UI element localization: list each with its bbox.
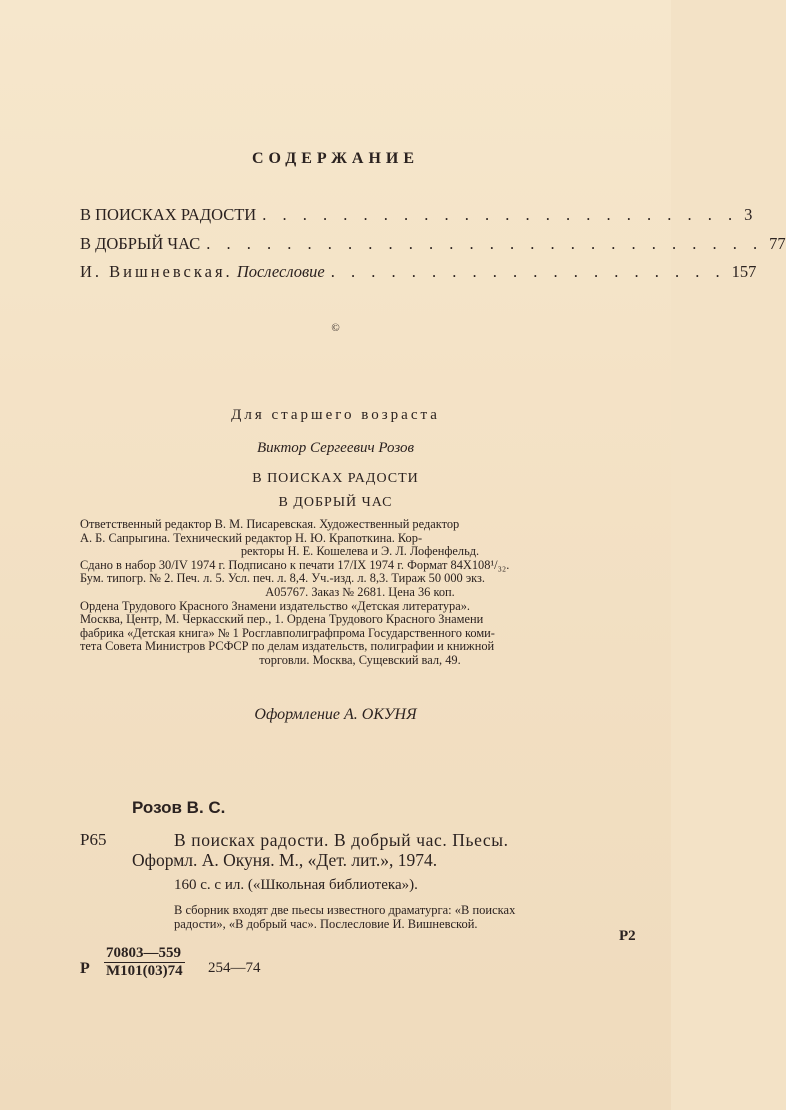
age-group: Для старшего возраста — [231, 407, 440, 423]
toc-page-number: 77 — [769, 234, 786, 253]
toc-leader-dots: . . . . . . . . . . . . . . . . . . . . . . . . — [262, 205, 739, 224]
toc-leader-dots: . . . . . . . . . . . . . . . . . . . . — [330, 262, 726, 281]
imprint-line: А. Б. Сапрыгина. Технический редактор Н. Ю. Крапоткина. Кор- — [80, 530, 423, 545]
imprint-line: тета Совета Министров РСФСР по делам издательств, полиграфии и книжной — [80, 639, 495, 654]
classification-code: Р65 — [80, 830, 107, 849]
copyright-symbol: © — [331, 322, 340, 334]
toc-entry-author: И. Вишневская. — [80, 262, 233, 281]
toc-entry — [80, 205, 753, 229]
annotation-line: радости», «В добрый час». Послесловие И. Вишневской. — [174, 917, 478, 931]
design-credit: Оформление А. ОКУНЯ — [254, 706, 417, 723]
code-letter: Р — [80, 960, 90, 977]
toc-heading: СОДЕРЖАНИЕ — [251, 150, 420, 167]
toc-entry-title: В ПОИСКАХ РАДОСТИ — [80, 205, 257, 224]
catalog-annotation — [174, 903, 515, 931]
catalog-publication-line: Оформл. А. Окуня. М., «Дет. лит.», 1974. — [132, 850, 438, 870]
toc-page-number: 157 — [731, 262, 757, 281]
toc-entry-title — [80, 262, 325, 282]
index-mark: Р2 — [619, 928, 636, 944]
imprint-line: фабрика «Детская книга» № 1 Росглавполиграфпрома Государственного коми- — [80, 625, 495, 640]
code-denominator: М101(03)74 — [106, 963, 183, 979]
imprint-line: ректоры Н. Е. Кошелева и Э. Л. Лофенфельд. — [240, 544, 480, 559]
toc-leader-dots: . . . . . . . . . . . . . . . . . . . . . . . . . . . . — [206, 234, 764, 253]
imprint-line: Сдано в набор 30/IV 1974 г. Подписано к печати 17/IX 1974 г. Формат 84X108¹/₃₂. — [80, 557, 510, 572]
imprint-line: Москва, Центр, М. Черкасский пер., 1. Ордена Трудового Красного Знамени — [80, 612, 484, 627]
toc-page-number: 3 — [744, 205, 753, 224]
book-title: В ПОИСКАХ РАДОСТИ — [252, 471, 419, 486]
imprint-block — [80, 518, 640, 668]
imprint-line: Ответственный редактор В. М. Писаревская. Художественный редактор — [80, 517, 460, 531]
toc-entry-title: В ДОБРЫЙ ЧАС — [80, 234, 201, 253]
imprint-line: Ордена Трудового Красного Знамени издательство «Детская литература». — [80, 598, 471, 613]
toc-entry-label: Послесловие — [236, 262, 325, 281]
catalog-author: Розов В. С. — [132, 798, 226, 817]
annotation-line: В сборник входят две пьесы известного драматурга: «В поисках — [174, 903, 516, 917]
catalog-pages: 160 с. с ил. («Школьная библиотека»). — [174, 877, 418, 893]
book-author: Виктор Сергеевич Розов — [256, 440, 414, 456]
catalog-code-fraction — [104, 945, 185, 980]
imprint-line: Бум. типогр. № 2. Печ. л. 5. Усл. печ. л. 8,4. Уч.-изд. л. 8,3. Тираж 50 000 экз. — [80, 571, 486, 586]
toc-entry — [80, 262, 757, 286]
catalog-title-line: В поисках радости. В добрый час. Пьесы. — [174, 830, 509, 850]
toc-entry — [80, 234, 786, 258]
book-title: В ДОБРЫЙ ЧАС — [278, 495, 393, 510]
imprint-line: торговли. Москва, Сущевский вал, 49. — [259, 652, 461, 667]
imprint-line: А05767. Заказ № 2681. Цена 36 коп. — [265, 584, 455, 599]
code-suffix: 254—74 — [208, 960, 261, 976]
code-numerator: 70803—559 — [104, 945, 185, 963]
